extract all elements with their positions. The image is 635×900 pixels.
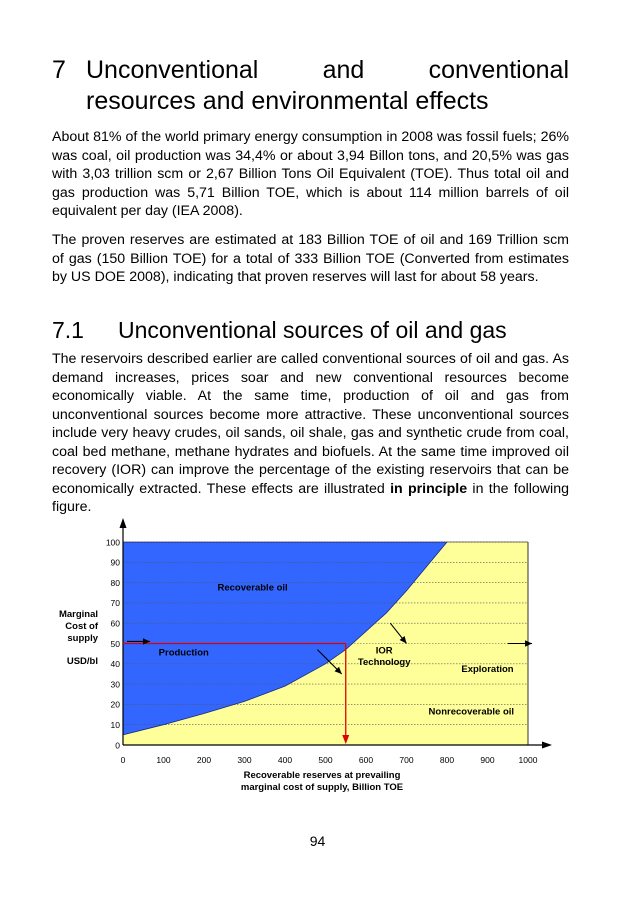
x-tick-label-400: 400	[277, 755, 293, 765]
y-tick-label-50: 50	[110, 638, 120, 649]
region-label-recoverable-oil: Recoverable oil	[217, 582, 288, 594]
x-axis-arrow	[542, 742, 552, 749]
chapter-title-line-1: Unconventional and conventional	[86, 56, 569, 84]
x-tick-label-100: 100	[156, 755, 171, 765]
x-tick-label-500: 500	[318, 755, 333, 765]
x-axis-label-line-2: marginal cost of supply, Billion TOE	[240, 782, 404, 793]
x-tick-label-900: 900	[480, 755, 495, 765]
annotation-technology: Technology	[357, 656, 411, 668]
y-tick-label-60: 60	[110, 618, 120, 629]
x-axis-label-line-1: Recoverable reserves at prevailing	[243, 770, 401, 781]
x-tick-label-600: 600	[358, 755, 374, 765]
paragraph-energy-consumption: About 81% of the world primary energy consumption in 2008 was fossil fuels; 26% was coal, oil production was 34,4% or about 3,94 Billon tons, and 20,5% was gas with 3,03 trillion scm or 2,67 Billion Tons Oil Equivalent (TOE). Thus total oil and gas production was 5,71 Billion TOE, which is about 114 million barrels of oil equivalent per day (IEA 2008).	[52, 129, 569, 219]
y-tick-label-20: 20	[110, 699, 120, 710]
paragraph-bold-text: in principle	[390, 480, 468, 497]
paragraph-end-text: in the following figure.	[52, 480, 569, 515]
y-tick-label-80: 80	[110, 577, 120, 588]
section-number: 7.1	[52, 317, 84, 343]
x-tick-label-0: 0	[120, 755, 126, 765]
y-tick-label-100: 100	[105, 537, 120, 548]
region-label-nonrecoverable-oil: Nonrecoverable oil	[428, 706, 515, 718]
exploration-arrow-head	[525, 640, 532, 646]
paragraph-proven-reserves: The proven reserves are estimated at 183 Billion TOE of oil and 169 Trillion scm of gas (150 Billion TOE) for a total of 333 Billion TOE (Converted from estimates by US DOE 2008), indicating that proven reserves will last for about 58 years.	[52, 232, 569, 285]
paragraph-main-text: The reservoirs described earlier are called conventional sources of oil and gas. As demand increases, prices soar and new conventional resources become economically viable. At the same time, production of oil and gas from unconventional sources become more attractive. These unconventional sources include very heavy crudes, oil sands, oil shale, gas and synthetic crude from coal, coal bed methane, methane hydrates and biofuels. At the same time improved oil recovery (IOR) can improve the percentage of the existing reservoirs that can be economically extracted. These effects are illustrated	[52, 351, 569, 497]
annotation-exploration: Exploration	[461, 663, 514, 675]
x-tick-label-300: 300	[237, 755, 252, 765]
y-axis-unit: USD/bl	[66, 656, 98, 667]
annotation-ior: IOR	[375, 645, 393, 657]
chapter-title-line-2: resources and environmental effects	[86, 87, 489, 115]
y-tick-label-30: 30	[110, 679, 120, 690]
y-axis-label-line-3: supply	[67, 633, 98, 644]
y-axis-arrow	[120, 518, 127, 528]
x-tick-label-700: 700	[399, 755, 414, 765]
y-axis-label-line-1: Marginal	[58, 609, 98, 620]
x-tick-label-1000: 1000	[518, 755, 538, 765]
x-tick-label-800: 800	[439, 755, 455, 765]
y-tick-label-10: 10	[110, 720, 120, 730]
chapter-number: 7	[52, 56, 66, 84]
y-tick-label-0: 0	[115, 740, 120, 751]
y-tick-label-90: 90	[110, 557, 120, 568]
y-tick-label-70: 70	[110, 598, 120, 609]
annotation-production: Production	[158, 647, 209, 659]
section-title: Unconventional sources of oil and gas	[118, 317, 507, 343]
y-tick-label-40: 40	[110, 659, 120, 670]
y-axis-label-line-2: Cost of	[65, 621, 98, 632]
page-number: 94	[309, 833, 326, 849]
x-tick-label-200: 200	[196, 755, 212, 765]
